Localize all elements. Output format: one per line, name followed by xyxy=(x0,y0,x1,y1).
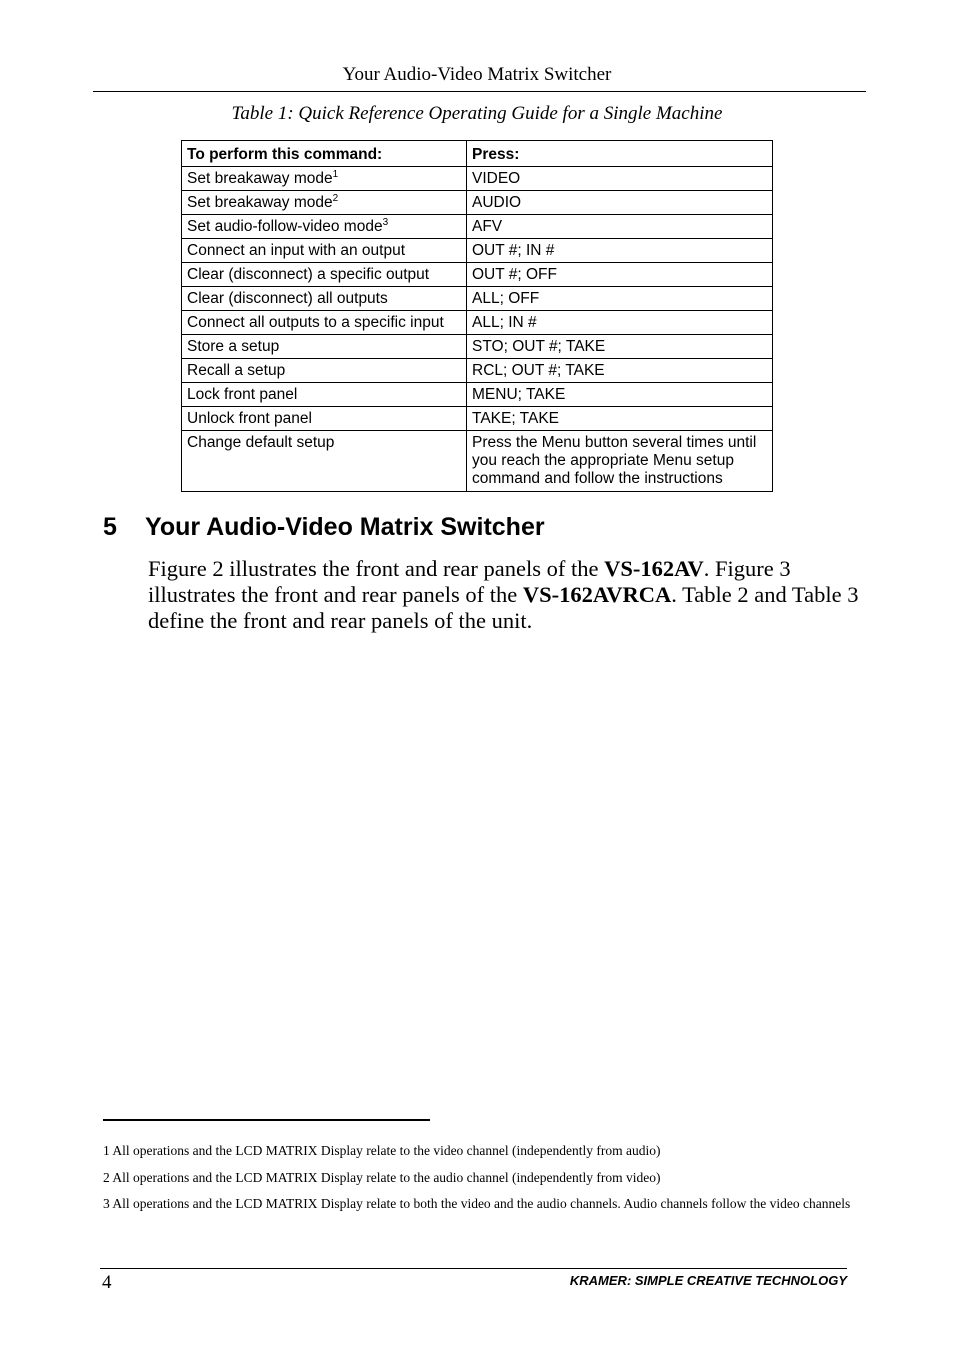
model-name: VS-162AVRCA xyxy=(522,582,672,607)
column-header-press: Press: xyxy=(467,141,773,167)
table-row xyxy=(182,167,773,191)
press-cell: MENU; TAKE xyxy=(467,383,773,407)
footnotes xyxy=(103,1138,853,1218)
table-row xyxy=(182,263,773,287)
table-row xyxy=(182,239,773,263)
table-row xyxy=(182,383,773,407)
model-name: VS-162AV xyxy=(604,556,704,581)
footnote-ref: 3 xyxy=(382,216,389,228)
press-cell: VIDEO xyxy=(467,167,773,191)
footer-brand: KRAMER: SIMPLE CREATIVE TECHNOLOGY xyxy=(569,1273,847,1288)
footer-rule xyxy=(100,1268,847,1269)
table-row xyxy=(182,311,773,335)
footnote-3: 3 All operations and the LCD MATRIX Display relate to both the video and the audio channels. Audio channels follow the video channels xyxy=(103,1196,851,1211)
body-paragraph: Figure 2 illustrates the front and rear panels of the VS-162AV. Figure 3 illustrates the front and rear panels of the VS-162AVRCA. Table 2 and Table 3 define the front and rear panels of the unit. xyxy=(148,556,859,633)
footnote-ref: 2 xyxy=(332,192,339,204)
command-cell: Set breakaway mode$^2$ xyxy=(182,191,467,215)
table-row xyxy=(182,191,773,215)
command-cell: Store a setup xyxy=(182,335,467,359)
column-header-command: To perform this command: xyxy=(182,141,467,167)
press-cell: OUT #; IN # xyxy=(467,239,773,263)
table-row xyxy=(182,287,773,311)
header-rule xyxy=(93,91,866,92)
command-cell: Set breakaway mode$^1$ xyxy=(182,167,467,191)
command-cell: Clear (disconnect) all outputs xyxy=(182,287,467,311)
command-cell: Change default setup xyxy=(182,431,467,492)
press-cell: RCL; OUT #; TAKE xyxy=(467,359,773,383)
press-cell: TAKE; TAKE xyxy=(467,407,773,431)
table-row xyxy=(182,431,773,492)
table-row xyxy=(182,359,773,383)
command-cell: Unlock front panel xyxy=(182,407,467,431)
press-cell: AFV xyxy=(467,215,773,239)
table-row xyxy=(182,335,773,359)
table-header-row xyxy=(182,141,773,167)
quick-reference-table xyxy=(181,140,773,492)
table-caption: Table 1: Quick Reference Operating Guide for a Single Machine xyxy=(231,103,723,124)
section-number: 5 xyxy=(103,513,117,541)
press-cell: STO; OUT #; TAKE xyxy=(467,335,773,359)
command-cell: Clear (disconnect) a specific output xyxy=(182,263,467,287)
page-number: 4 xyxy=(102,1272,112,1293)
press-cell: Press the Menu button several times until you reach the appropriate Menu setup command and follow the instructions xyxy=(467,431,773,492)
footnote-ref: 1 xyxy=(332,168,339,180)
footnote-rule xyxy=(103,1119,430,1121)
command-cell: Set audio-follow-video mode$^3$ xyxy=(182,215,467,239)
press-cell: ALL; IN # xyxy=(467,311,773,335)
section-heading xyxy=(103,513,545,542)
footnote-1: 1 All operations and the LCD MATRIX Display relate to the video channel (independently from audio) xyxy=(103,1143,661,1158)
press-cell: AUDIO xyxy=(467,191,773,215)
table-row xyxy=(182,407,773,431)
command-cell: Recall a setup xyxy=(182,359,467,383)
footnote-2: 2 All operations and the LCD MATRIX Display relate to the audio channel (independently from video) xyxy=(103,1169,661,1185)
press-cell: OUT #; OFF xyxy=(467,263,773,287)
command-cell: Connect all outputs to a specific input xyxy=(182,311,467,335)
press-cell: ALL; OFF xyxy=(467,287,773,311)
table-row xyxy=(182,215,773,239)
running-header: Your Audio-Video Matrix Switcher xyxy=(342,64,612,85)
command-cell: Connect an input with an output xyxy=(182,239,467,263)
section-title: Your Audio-Video Matrix Switcher xyxy=(145,513,545,541)
command-cell: Lock front panel xyxy=(182,383,467,407)
